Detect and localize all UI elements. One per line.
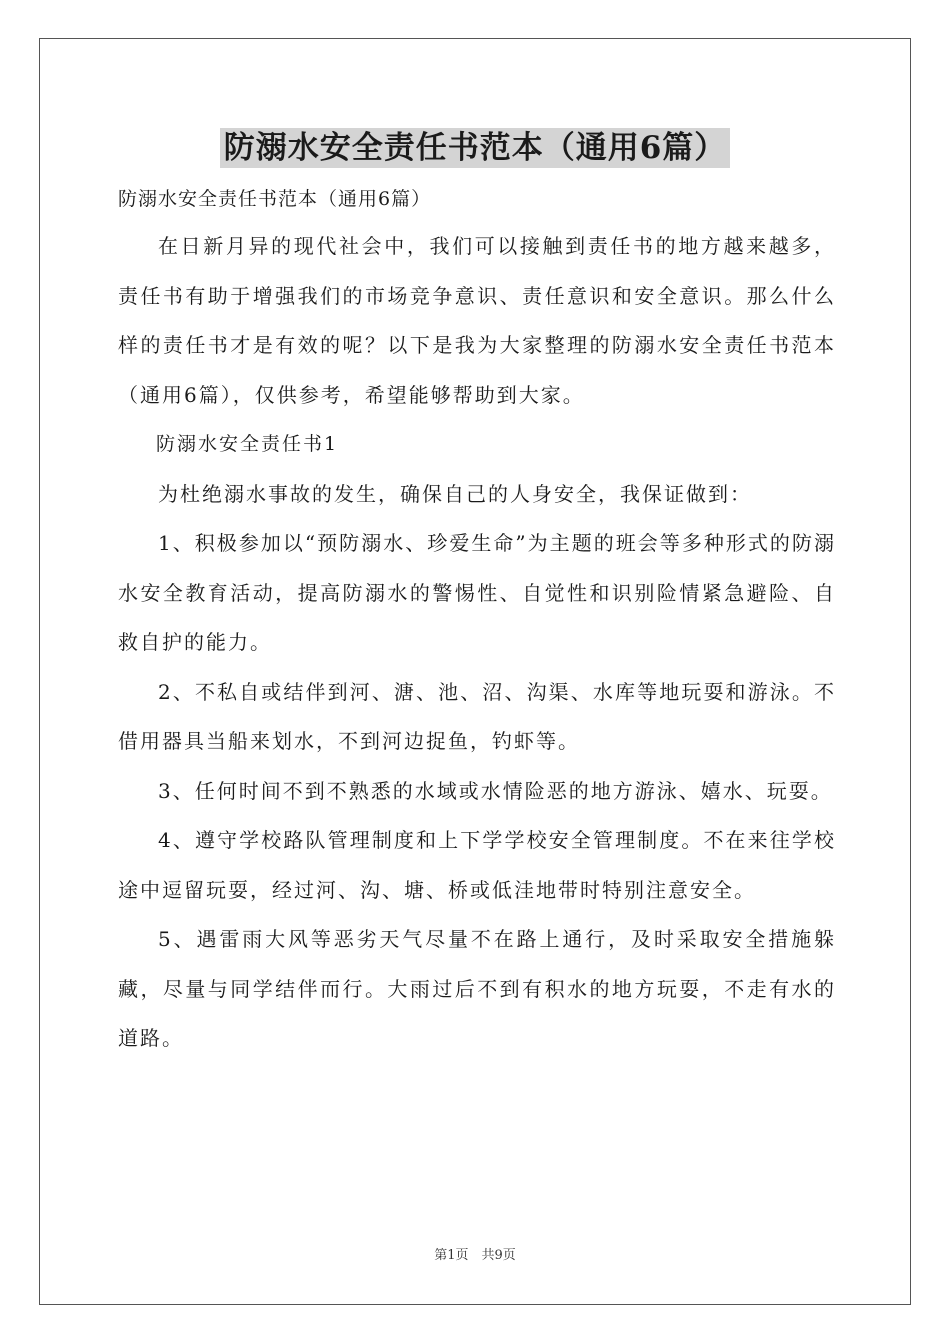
paragraph-pledge: 为杜绝溺水事故的发生，确保自己的人身安全，我保证做到： — [158, 481, 752, 506]
paragraph-intro: 在日新月异的现代社会中，我们可以接触到责任书的地方越来越多，责任书有助于增强我们的市场竞争意识、责任意识和安全意识。那么什么样的责任书才是有效的呢？以下是我为大家整理的防溺水安全责任书范本（通用6篇），仅供参考，希望能够帮助到大家。 — [118, 234, 836, 407]
document-title: 防溺水安全责任书范本（通用6篇） — [220, 128, 731, 168]
list-item-5: 5、遇雷雨大风等恶劣天气尽量不在路上通行，及时采取安全措施躲藏，尽量与同学结伴而行。大雨过后不到有积水的地方玩耍，不走有水的道路。 — [118, 927, 836, 1050]
document-subtitle: 防溺水安全责任书范本（通用6篇） — [118, 188, 432, 210]
list-item-2: 2、不私自或结伴到河、溏、池、沼、沟渠、水库等地玩耍和游泳。不借用器具当船来划水，不到河边捉鱼，钓虾等。 — [118, 679, 836, 753]
list-item-4: 4、遵守学校路队管理制度和上下学学校安全管理制度。不在来往学校途中逗留玩耍，经过河、沟、塘、桥或低洼地带时特别注意安全。 — [118, 828, 836, 902]
page-footer: 第1页 共9页 — [434, 1248, 516, 1263]
list-item-3: 3、任何时间不到不熟悉的水域或水情险恶的地方游泳、嬉水、玩耍。 — [158, 778, 833, 803]
list-item-1: 1、积极参加以“预防溺水、珍爱生命”为主题的班会等多种形式的防溺水安全教育活动，提高防溺水的警惕性、自觉性和识别险情紧急避险、自救自护的能力。 — [118, 531, 836, 654]
title-container — [0, 128, 950, 168]
section-heading: 防溺水安全责任书1 — [156, 433, 339, 455]
document-body — [118, 176, 836, 1064]
